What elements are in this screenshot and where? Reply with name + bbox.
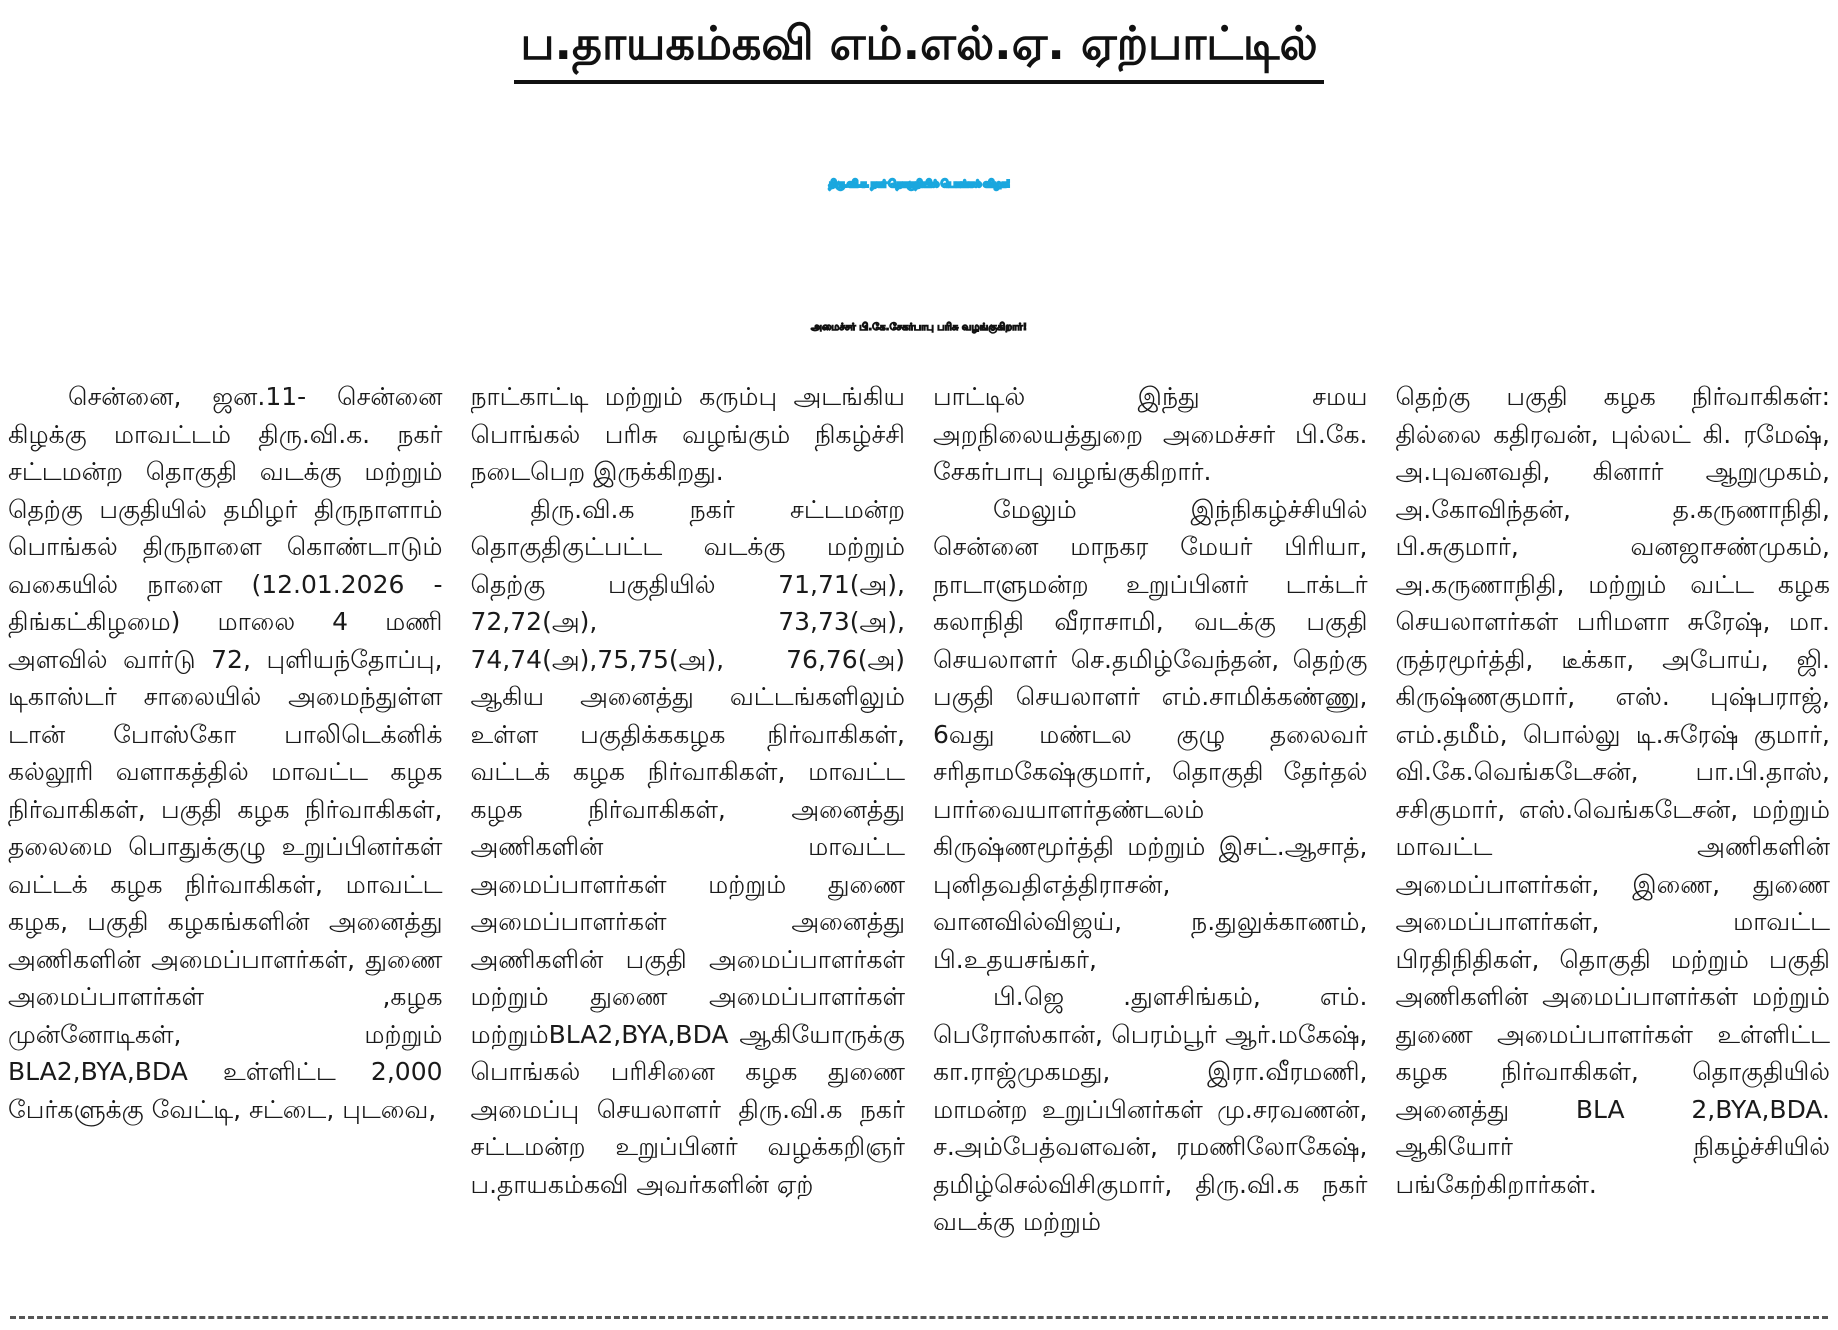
paragraph: பி.ஜெ .துளசிங்கம், எம். பெரோஸ்கான், பெரம்பூர் ஆர்.மகேஷ், கா.ராஜ்முகமது, இரா.வீரமணி, மாமன்ற உறுப்பினர்கள் மு.சரவணன், ச.அம்பேத்வளவன், ரமணிலோகேஷ், தமிழ்செல்விசிகுமார், திரு.வி.க நகர் வடக்கு மற்றும் [933, 982, 1368, 1236]
column-3 [933, 378, 1368, 1278]
paragraph: நாட்காட்டி மற்றும் கரும்பு அடங்கிய பொங்கல் பரிசு வழங்கும் நிகழ்ச்சி நடைபெற இருக்கிறது. [470, 382, 905, 486]
paragraph: மேலும் இந்நிகழ்ச்சியில் சென்னை மாநகர மேயர் பிரியா, நாடாளுமன்ற உறுப்பினர் டாக்டர் கலாநிதி வீராசாமி, வடக்கு பகுதி செயலாளர் செ.தமிழ்வேந்தன், தெற்கு பகுதி செயலாளர் எம்.சாமிக்கண்ணு, 6வது மண்டல குழு தலைவர் சரிதாமகேஷ்குமார், தொகுதி தேர்தல் பார்வையாளர்தண்டலம் கிருஷ்ணமூர்த்தி மற்றும் இசட்.ஆசாத், புனிதவதிஎத்திராசன், வானவில்விஜய், ந.துலுக்காணம், பி.உதயசங்கர், [933, 494, 1368, 974]
column-4 [1396, 378, 1831, 1278]
paragraph: தெற்கு பகுதி கழக நிர்வாகிகள்: தில்லை கதிரவன், புல்லட் கி. ரமேஷ், அ.புவனவதி, கினார் ஆறுமுகம், அ.கோவிந்தன், த.கருணாநிதி, பி.சுகுமார், வனஜாசண்முகம், அ.கருணாநிதி, மற்றும் வட்ட கழக செயலாளர்கள் பரிமளா சுரேஷ், மா. ருத்ரமூர்த்தி, டீக்கா, அபோய், ஜி. கிருஷ்ணகுமார், எஸ். புஷ்பராஜ், எம்.தமீம், பொல்லு டி.சுரேஷ் குமார், வி.கே.வெங்கடேசன், பா.பி.தாஸ், சசிகுமார், எஸ்.வெங்கடேசன், மற்றும் மாவட்ட அணிகளின் அமைப்பாளர்கள், இணை, துணை அமைப்பாளர்கள், மாவட்ட பிரதிநிதிகள், தொகுதி மற்றும் பகுதி அணிகளின் அமைப்பாளர்கள் மற்றும் துணை அமைப்பாளர்கள் உள்ளிட்ட கழக நிர்வாகிகள், தொகுதியில் அனைத்து BLA 2,BYA,BDA. ஆகியோர் நிகழ்ச்சியில் பங்கேற்கிறார்கள். [1395, 382, 1830, 1199]
headline: திரு.வி.க. நகர் தொகுதியில் பொங்கல் விழா! [828, 179, 1010, 190]
column-1 [8, 378, 443, 1278]
article-body [8, 378, 1830, 1278]
subheadline: அமைச்சர் பி.கே.சேகர்பாபு பரிசு வழங்குகிறார்! [810, 322, 1028, 333]
column-2 [471, 378, 906, 1278]
dashed-divider [10, 1316, 1828, 1319]
kicker-text: ப.தாயகம்கவி எம்.எல்.ஏ. ஏற்பாட்டில் [514, 8, 1323, 84]
kicker [0, 8, 1838, 84]
paragraph: சென்னை, ஜன.11- சென்னை கிழக்கு மாவட்டம் திரு.வி.க. நகர் சட்டமன்ற தொகுதி வடக்கு மற்றும் தெற்கு பகுதியில் தமிழர் திருநாளாம் பொங்கல் திருநாளை கொண்டாடும் வகையில் நாளை (12.01.2026 - திங்கட்கிழமை) மாலை 4 மணி அளவில் வார்டு 72, புளியந்தோப்பு, டிகாஸ்டர் சாலையில் அமைந்துள்ள டான் போஸ்கோ பாலிடெக்னிக் கல்லூரி வளாகத்தில் மாவட்ட கழக நிர்வாகிகள், பகுதி கழக நிர்வாகிகள், தலைமை பொதுக்குழு உறுப்பினர்கள் வட்டக் கழக நிர்வாகிகள், மாவட்ட கழக, பகுதி கழகங்களின் அனைத்து அணிகளின் அமைப்பாளர்கள், துணை அமைப்பாளர்கள் ,கழக முன்னோடிகள், மற்றும் BLA2,BYA,BDA உள்ளிட்ட 2,000 பேர்களுக்கு வேட்டி, சட்டை, புடவை, [8, 382, 443, 1124]
paragraph: திரு.வி.க நகர் சட்டமன்ற தொகுதிகுட்பட்ட வடக்கு மற்றும் தெற்கு பகுதியில் 71,71(அ), 72,72(அ), 73,73(அ), 74,74(அ),75,75(அ), 76,76(அ) ஆகிய அனைத்து வட்டங்களிலும் உள்ள பகுதிக்ககழக நிர்வாகிகள், வட்டக் கழக நிர்வாகிகள், மாவட்ட கழக நிர்வாகிகள், அனைத்து அணிகளின் மாவட்ட அமைப்பாளர்கள் மற்றும் துணை அமைப்பாளர்கள் அனைத்து அணிகளின் பகுதி அமைப்பாளர்கள் மற்றும் துணை அமைப்பாளர்கள் மற்றும்BLA2,BYA,BDA ஆகியோருக்கு பொங்கல் பரிசினை கழக துணை அமைப்பு செயலாளர் திரு.வி.க நகர் சட்டமன்ற உறுப்பினர் வழக்கறிஞர் ப.தாயகம்கவி அவர்களின் ஏற் [470, 494, 905, 1199]
paragraph: பாட்டில் இந்து சமய அறநிலையத்துறை அமைச்சர் பி.கே. சேகர்பாபு வழங்குகிறார். [933, 382, 1368, 486]
